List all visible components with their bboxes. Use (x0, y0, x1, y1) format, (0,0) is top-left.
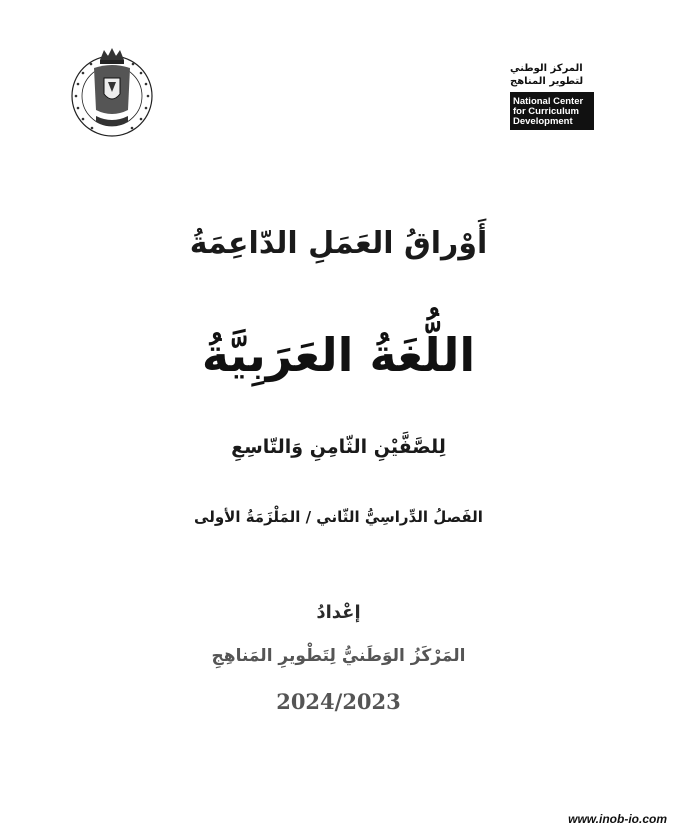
ncc-logo-english-line: for Curriculum (513, 106, 579, 117)
prepared-by-label: إعْدادُ (316, 602, 361, 623)
jordan-crown-seal-icon (66, 44, 158, 140)
ministry-seal (66, 44, 158, 140)
ncc-logo-english-line: National Center (513, 96, 584, 107)
ncc-logo (510, 58, 594, 130)
grades-subtitle: لِلصَّفَّيْنِ الثّامِنِ وَالتّاسِعِ (231, 436, 446, 458)
supplement-title: أَوْراقُ العَمَلِ الدّاعِمَةُ (189, 226, 488, 261)
ncc-logo-arabic-line1: المركز الوطني (510, 63, 583, 74)
academic-year: 2024/2023 (276, 689, 401, 714)
ncc-logo-arabic-line2: لتطوير المناهج (510, 76, 584, 87)
ncc-logo-english (510, 95, 594, 130)
subject-title: اللُّغَةُ العَرَبِيَّةُ (201, 328, 476, 382)
watermark-link[interactable]: www.inob-io.com (568, 812, 667, 826)
prepared-by: المَرْكَزُ الوَطَنيُّ لِتَطْويرِ المَناهِجِ (211, 646, 466, 666)
ncc-logo-english-line: Development (513, 116, 573, 127)
term-subtitle: الفَصلُ الدِّراسِيُّ الثّاني / المَلْزَمَةُ الأولى (194, 508, 483, 526)
ncc-logo-arabic (510, 58, 594, 95)
